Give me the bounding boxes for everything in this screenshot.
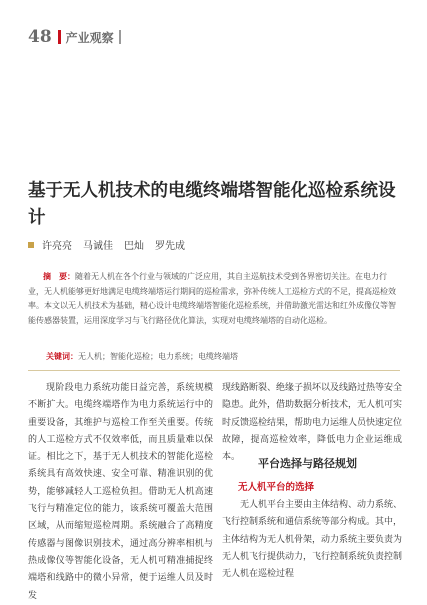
author-name: 许亮亮 <box>42 241 72 252</box>
author-name: 巴灿 <box>124 241 144 252</box>
abstract <box>28 270 400 328</box>
author-line <box>28 237 196 252</box>
keywords-label: 关键词： <box>46 352 78 361</box>
body-right-column-top: 现线路断裂、绝缘子损坏以及线路过热等安全隐患。此外，借助数据分析技术，无人机可实时反馈巡检结果，帮助电力运维人员快速定位故障，提高巡检效率，降低电力企业运维成本。 <box>222 383 403 463</box>
header-red-bar <box>58 30 61 44</box>
subsection-heading: 无人机平台的选择 <box>238 482 315 493</box>
author-name: 马诚佳 <box>83 241 113 252</box>
section-name: 产业观察 <box>65 30 114 45</box>
abstract-text: 随着无人机在各个行业与领域的广泛应用，其自主巡航技术受到各界密切关注。在电力行业，无人机能够更好地满足电缆终端塔运行期间的巡检需求，弥补传统人工巡检方式的不足，提高巡检效率。本文以无人机技术为基础，精心设计电缆终端塔智能化巡检系统，并借助激光雷达和红外成像仪等智能传感器装置，运用深度学习与飞行路径优化算法，实现对电缆终端塔的自动化巡检。 <box>28 272 396 325</box>
author-marker-icon <box>28 242 34 248</box>
divider <box>28 370 400 371</box>
page-number: 48 <box>28 27 52 47</box>
keywords <box>46 351 238 362</box>
author-name: 罗先成 <box>155 241 185 252</box>
body-right-column-bottom: 无人机平台主要由主体结构、动力系统、飞行控制系统和通信系统等部分构成。其中，主体结构为无人机骨架，动力系统主要负责为无人机飞行提供动力，飞行控制系统负责控制无人机在巡检过程 <box>222 500 403 580</box>
header-gray-bar <box>119 30 121 44</box>
abstract-label: 摘 要： <box>43 272 75 281</box>
article-title: 基于无人机技术的电缆终端塔智能化巡检系统设计 <box>28 181 396 228</box>
body-left-column: 现阶段电力系统功能日益完善，系统规模不断扩大。电缆终端塔作为电力系统运行中的重要设备，其维护与巡检工作至关重要。传统的人工巡检方式不仅效率低，而且质量难以保证。相比之下，基于无人机技术的智能化巡检系统具有高效快速、安全可靠、精准识别的优势，能够减轻人工巡检负担。借助无人机高速飞行与精准定位的能力，该系统可覆盖大范围区域，从而缩短巡检周期。系统融合了高精度传感器与图像识别技术，通过高分辨率相机与热成像仪等智能化设备，无人机可精准捕捉终端塔和线路中的微小异常，便于运维人员及时发 <box>28 383 213 601</box>
page-header <box>28 27 121 47</box>
section-heading: 平台选择与路径规划 <box>258 457 357 470</box>
keywords-text: 无人机；智能化巡检；电力系统；电缆终端塔 <box>78 352 238 361</box>
